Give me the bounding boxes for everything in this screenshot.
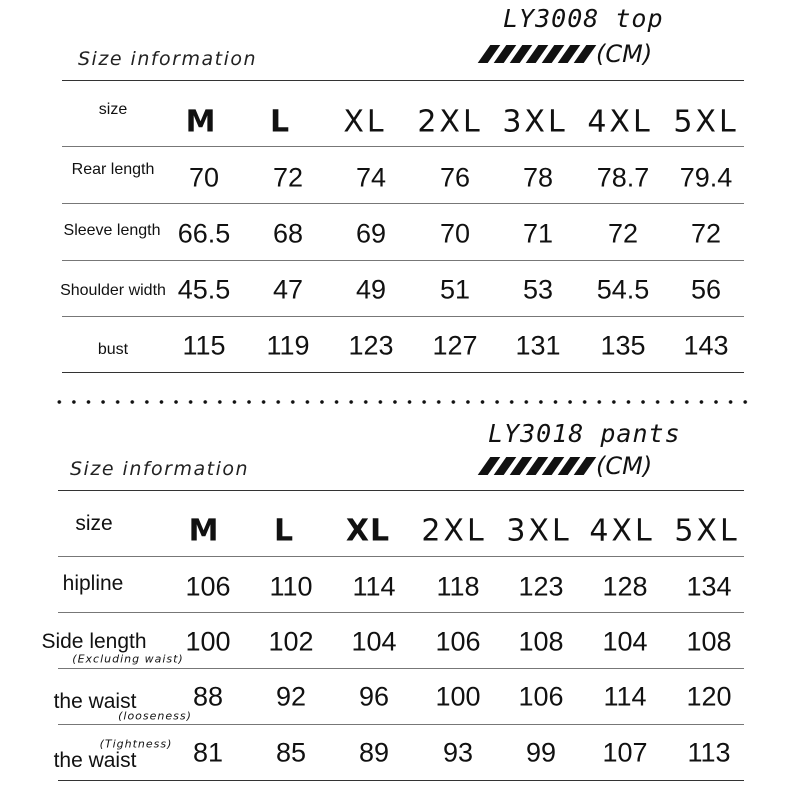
table-cell: 100 <box>185 626 231 657</box>
column-header: XL <box>345 513 391 549</box>
table-cell: 118 <box>436 571 480 602</box>
divider <box>58 556 744 557</box>
table-cell: 72 <box>272 162 304 193</box>
table-cell: 70 <box>439 218 471 249</box>
table-cell: 113 <box>687 737 731 768</box>
table-cell: 49 <box>355 274 387 305</box>
column-header: 4XL <box>587 104 653 140</box>
table-cell: 70 <box>188 162 220 193</box>
row-label: Rear length <box>71 161 155 178</box>
table-cell: 99 <box>525 737 557 768</box>
table-cell: 79.4 <box>679 162 733 193</box>
table-cell: 72 <box>607 218 639 249</box>
divider <box>58 612 744 613</box>
table-cell: 96 <box>358 681 390 712</box>
table-cell: 127 <box>432 330 478 361</box>
top-section-label: Size information <box>78 48 258 70</box>
divider <box>58 780 744 781</box>
divider <box>58 668 744 669</box>
table-cell: 69 <box>355 218 387 249</box>
row-label: hipline <box>62 572 124 595</box>
row-label: the waist <box>53 749 137 772</box>
table-cell: 114 <box>352 571 396 602</box>
table-cell: 120 <box>686 681 732 712</box>
table-cell: 108 <box>518 626 564 657</box>
table-cell: 68 <box>272 218 304 249</box>
column-header: 3XL <box>506 513 572 549</box>
pants-unit-label: (CM) <box>596 452 653 480</box>
table-cell: 106 <box>185 571 231 602</box>
column-header: 4XL <box>589 513 655 549</box>
table-cell: 110 <box>269 571 313 602</box>
table-cell: 78 <box>522 162 554 193</box>
divider <box>62 260 744 261</box>
column-header: 2XL <box>417 104 483 140</box>
dotted-separator <box>52 400 752 404</box>
table-cell: 106 <box>518 681 564 712</box>
table-cell: 45.5 <box>177 274 231 305</box>
column-header: XL <box>343 104 387 140</box>
divider <box>62 372 744 373</box>
table-cell: 128 <box>602 571 648 602</box>
table-cell: 54.5 <box>596 274 650 305</box>
top-product-title: LY3008 top <box>503 4 664 33</box>
table-cell: 93 <box>442 737 474 768</box>
table-cell: 108 <box>686 626 732 657</box>
table-cell: 114 <box>603 681 647 712</box>
row-note: (Excluding waist) <box>72 652 184 666</box>
size-header-label: size <box>98 101 128 118</box>
table-cell: 134 <box>686 571 732 602</box>
table-cell: 135 <box>600 330 646 361</box>
divider <box>62 316 744 317</box>
size-header-label: size <box>75 512 113 535</box>
divider <box>62 203 744 204</box>
row-label: the waist <box>53 690 137 713</box>
table-cell: 51 <box>439 274 471 305</box>
row-note: (looseness) <box>118 709 192 723</box>
column-header: L <box>269 104 291 140</box>
table-cell: 104 <box>351 626 397 657</box>
table-cell: 102 <box>268 626 314 657</box>
row-label: Shoulder width <box>60 282 166 299</box>
table-cell: 66.5 <box>177 218 231 249</box>
column-header: M <box>185 104 217 140</box>
stripe-decoration-icon <box>484 457 590 475</box>
table-cell: 92 <box>275 681 307 712</box>
table-cell: 119 <box>266 330 310 361</box>
top-unit-label: (CM) <box>596 40 653 68</box>
table-cell: 56 <box>690 274 722 305</box>
pants-product-title: LY3018 pants <box>488 419 681 448</box>
top-unit-row <box>484 40 652 68</box>
stripe-decoration-icon <box>484 45 590 63</box>
table-cell: 76 <box>439 162 471 193</box>
table-cell: 143 <box>683 330 729 361</box>
table-cell: 78.7 <box>596 162 650 193</box>
table-cell: 104 <box>602 626 648 657</box>
table-cell: 74 <box>355 162 387 193</box>
table-cell: 85 <box>275 737 307 768</box>
table-cell: 71 <box>522 218 554 249</box>
table-cell: 89 <box>358 737 390 768</box>
table-cell: 81 <box>192 737 224 768</box>
row-label: Side length <box>41 630 147 653</box>
table-cell: 47 <box>272 274 304 305</box>
pants-section-label: Size information <box>70 458 250 480</box>
row-label: bust <box>97 341 129 358</box>
divider <box>58 490 744 491</box>
table-cell: 107 <box>602 737 648 768</box>
column-header: L <box>273 513 295 549</box>
row-note: (Tightness) <box>99 737 173 751</box>
column-header: 2XL <box>421 513 487 549</box>
table-cell: 131 <box>515 330 561 361</box>
table-cell: 123 <box>348 330 394 361</box>
column-header: M <box>188 513 220 549</box>
table-cell: 100 <box>435 681 481 712</box>
column-header: 3XL <box>502 104 568 140</box>
column-header: 5XL <box>673 104 739 140</box>
row-label: Sleeve length <box>63 222 161 239</box>
table-cell: 88 <box>192 681 224 712</box>
table-cell: 115 <box>182 330 226 361</box>
pants-unit-row <box>484 452 652 480</box>
table-cell: 106 <box>435 626 481 657</box>
table-cell: 53 <box>522 274 554 305</box>
divider <box>58 724 744 725</box>
divider <box>62 80 744 81</box>
table-cell: 123 <box>518 571 564 602</box>
table-cell: 72 <box>690 218 722 249</box>
column-header: 5XL <box>674 513 740 549</box>
divider <box>62 146 744 147</box>
